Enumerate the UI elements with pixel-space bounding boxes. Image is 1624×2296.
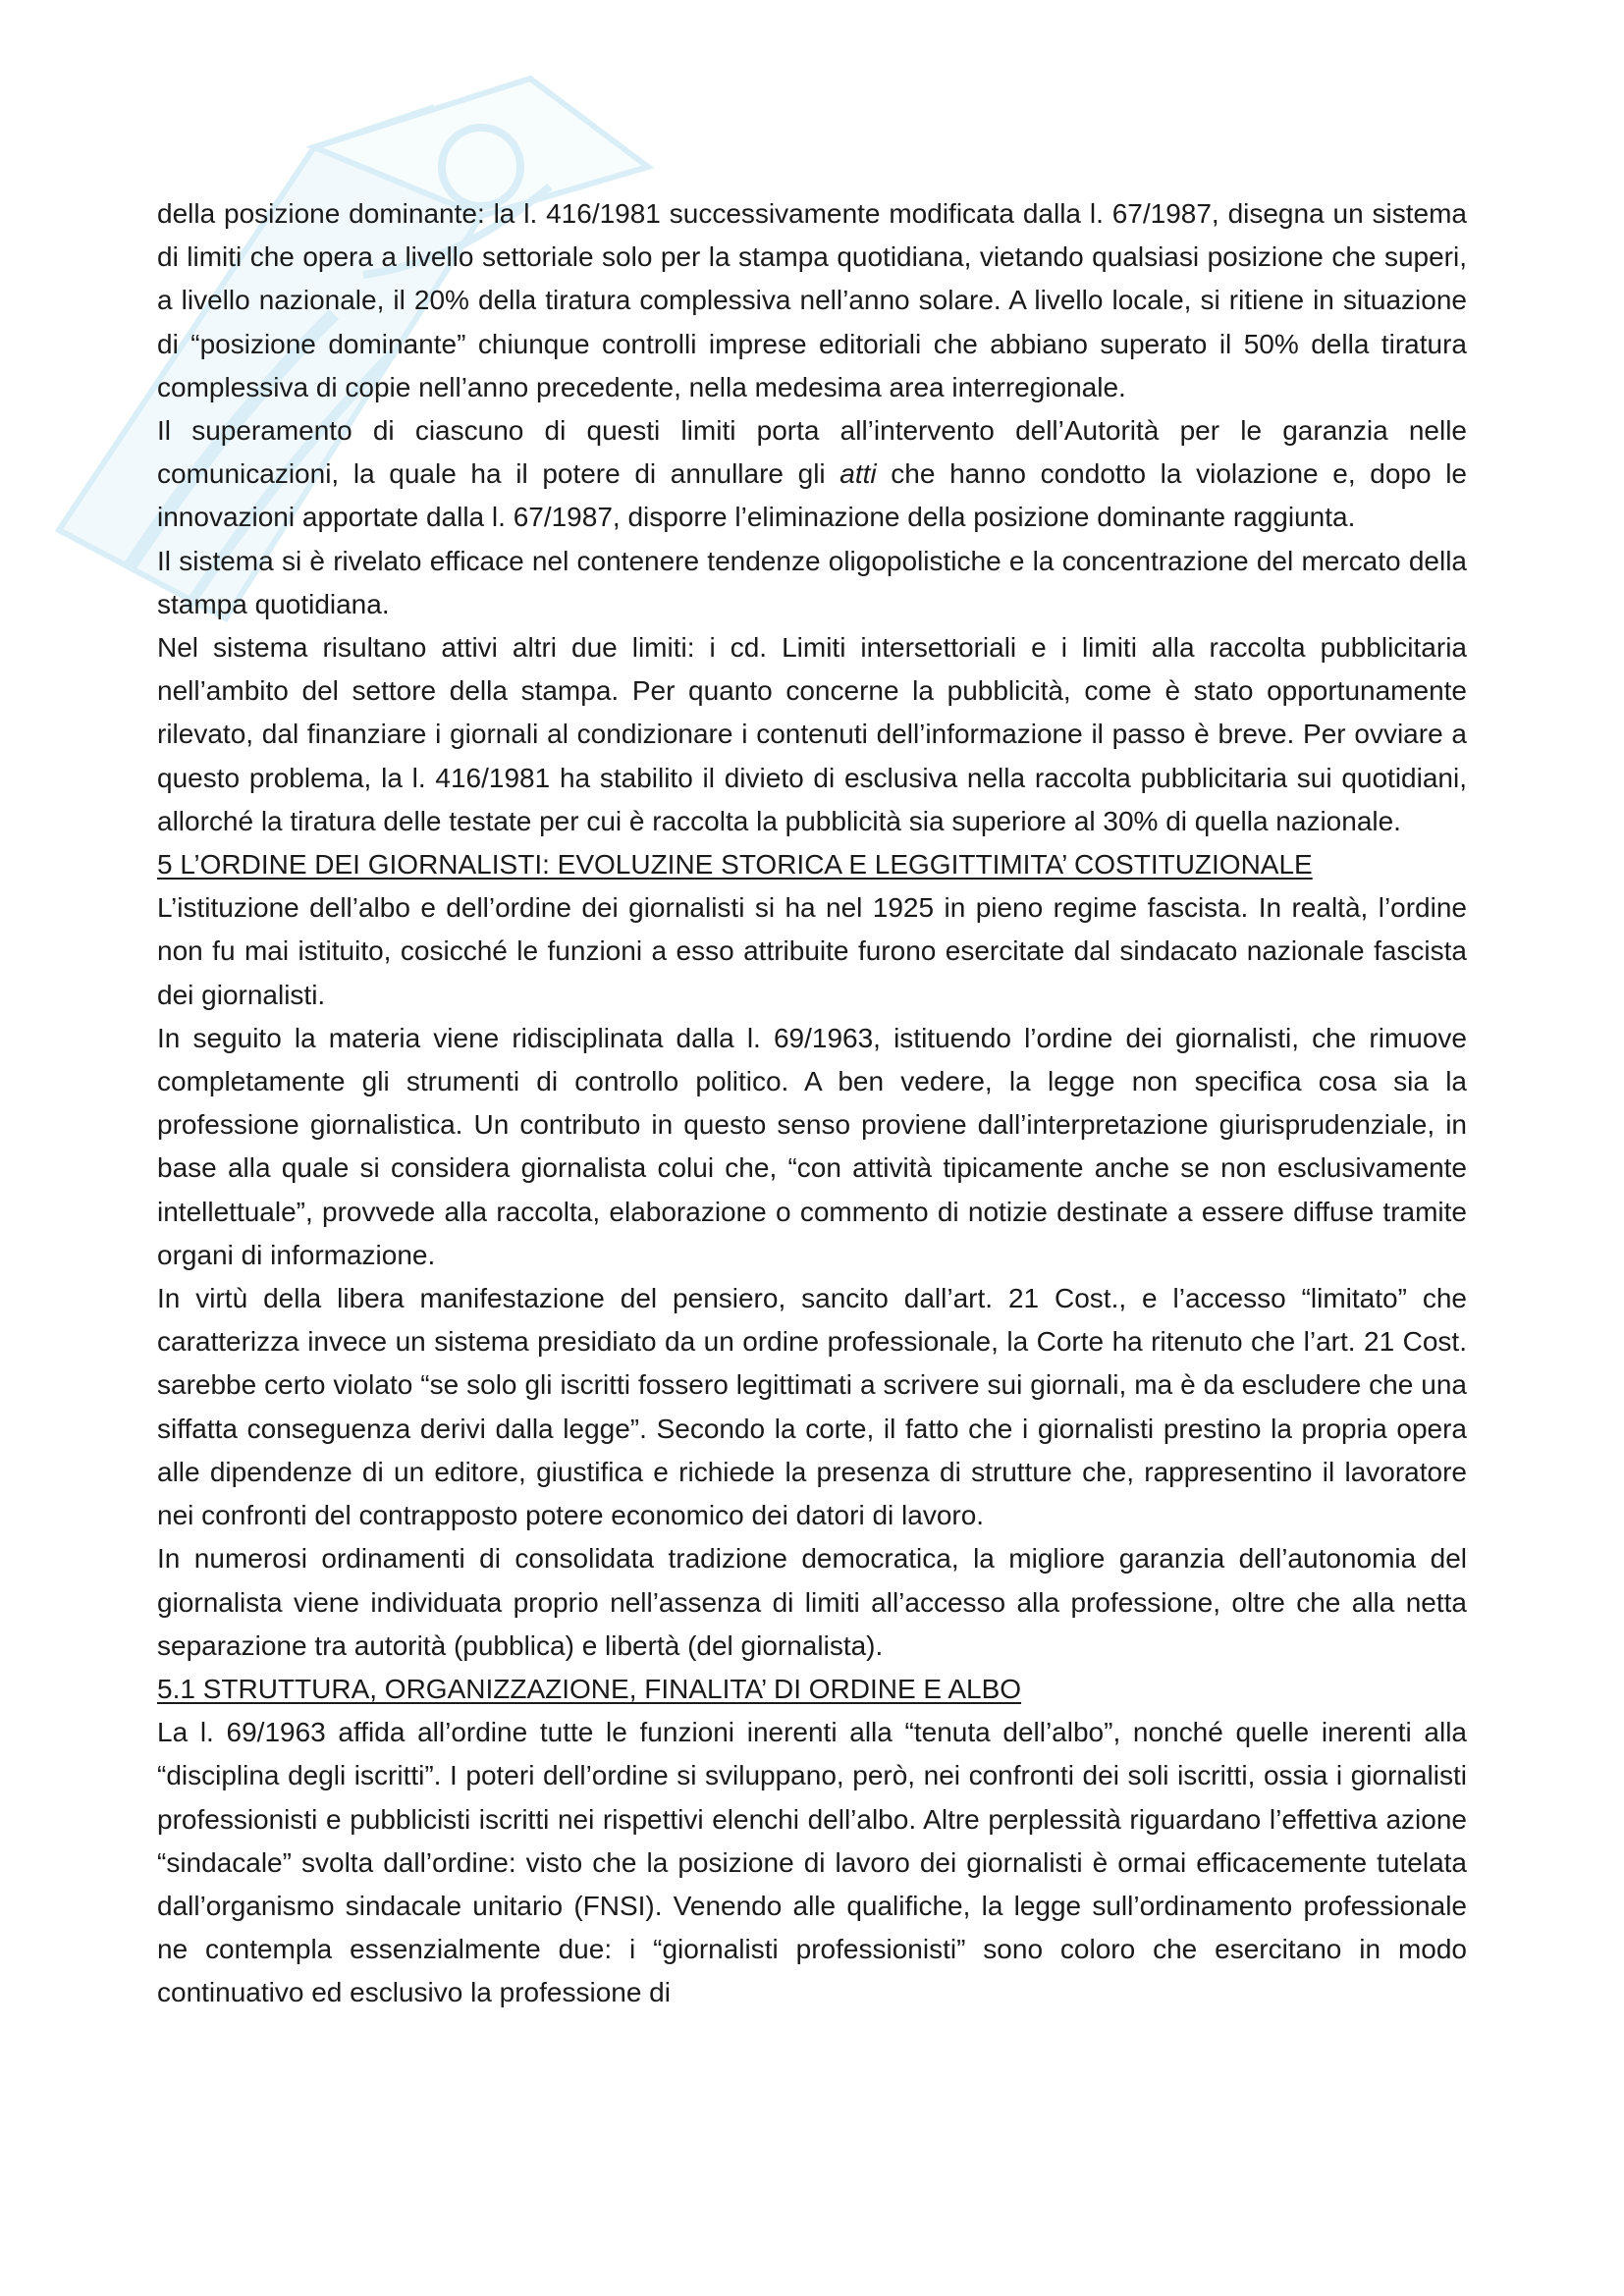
paragraph: La l. 69/1963 affida all’ordine tutte le funzioni inerenti alla “tenuta dell’albo”, nonché quelle inerenti alla “disciplina degli iscritti”. I poteri dell’ordine si sviluppano, però, nei confronti dei soli iscritti, ossia i giornalisti professionisti e pubblicisti iscritti nei rispettivi elenchi dell’albo. Altre perplessità riguardano l’effettiva azione “sindacale” svolta dall’ordine: visto che la posizione di lavoro dei giornalisti è ormai efficacemente tutelata dall’organismo sindacale unitario (FNSI). Venendo alle qualifiche, la legge sull’ordinamento professionale ne contempla essenzialmente due: i “giornalisti professionisti” sono coloro che esercitano in modo continuativo ed esclusivo la professione di xyxy=(157,1717,1467,2008)
section-heading: 5.1 STRUTTURA, ORGANIZZAZIONE, FINALITA’ DI ORDINE E ALBO xyxy=(157,1673,1022,1704)
paragraph: Il sistema si è rivelato efficace nel contenere tendenze oligopolistiche e la concentrazione del mercato della stampa quotidiana. xyxy=(157,545,1467,619)
paragraph: della posizione dominante: la l. 416/1981 successivamente modificata dalla l. 67/1987, disegna un sistema di limiti che opera a livello settoriale solo per la stampa quotidiana, vietando qualsiasi posizione che superi, a livello nazionale, il 20% della tiratura complessiva nell’anno solare. A livello locale, si ritiene in situazione di “posizione dominante” chiunque controlli imprese editoriali che abbiano superato il 50% della tiratura complessiva di copie nell’anno precedente, nella medesima area interregionale. xyxy=(157,198,1467,402)
paragraph: In virtù della libera manifestazione del pensiero, sancito dall’art. 21 Cost., e l’accesso “limitato” che caratterizza invece un sistema presidiato da un ordine professionale, la Corte ha ritenuto che l’art. 21 Cost. sarebbe certo violato “se solo gli iscritti fossero legittimati a scrivere sui giornali, ma è da escludere che una siffatta conseguenza derivi dalla legge”. Secondo la corte, il fatto che i giornalisti prestino la propria opera alle dipendenze di un editore, giustifica e richiede la presenza di strutture che, rappresentino il lavoratore nei confronti del contrapposto potere economico dei datori di lavoro. xyxy=(157,1283,1467,1531)
italic-term: atti xyxy=(839,458,877,490)
paragraph-text: che hanno condotto la violazione e, dopo le innovazioni apportate dalla l. 67/1987, disporre l’eliminazione della posizione dominante raggiunta. xyxy=(157,458,1467,533)
paragraph xyxy=(157,409,1467,540)
section-heading: 5 L’ORDINE DEI GIORNALISTI: EVOLUZINE STORICA E LEGGITTIMITA’ COSTITUZIONALE xyxy=(157,849,1313,881)
paragraph: Nel sistema risultano attivi altri due limiti: i cd. Limiti intersettoriali e i limiti alla raccolta pubblicitaria nell’ambito del settore della stampa. Per quanto concerne la pubblicità, come è stato opportunamente rilevato, dal finanziare i giornali al condizionare i contenuti dell’informazione il passo è breve. Per ovviare a questo problema, la l. 416/1981 ha stabilito il divieto di esclusiva nella raccolta pubblicitaria sui quotidiani, allorché la tiratura delle testate per cui è raccolta la pubblicità sia superiore al 30% di quella nazionale. xyxy=(157,632,1467,836)
paragraph: L’istituzione dell’albo e dell’ordine dei giornalisti si ha nel 1925 in pieno regime fascista. In realtà, l’ordine non fu mai istituito, cosicché le funzioni a esso attribuite furono esercitate dal sindacato nazionale fascista dei giornalisti. xyxy=(157,892,1467,1010)
paragraph: In seguito la materia viene ridisciplinata dalla l. 69/1963, istituendo l’ordine dei giornalisti, che rimuove completamente gli strumenti di controllo politico. A ben vedere, la legge non specifica cosa sia la professione giornalistica. Un contributo in questo senso proviene dall’interpretazione giurisprudenziale, in base alla quale si considera giornalista colui che, “con attività tipicamente anche se non esclusivamente intellettuale”, provvede alla raccolta, elaborazione o commento di notizie destinate a essere diffuse tramite organi di informazione. xyxy=(157,1022,1467,1270)
document-body xyxy=(157,192,1467,2015)
paragraph-text: Il superamento di ciascuno di questi limiti porta all’intervento dell’Autorità per le garanzia nelle comunicazioni, la quale ha il potere di annullare gli xyxy=(157,415,1467,490)
paragraph: In numerosi ordinamenti di consolidata tradizione democratica, la migliore garanzia dell’autonomia del giornalista viene individuata proprio nell’assenza di limiti all’accesso alla professione, oltre che alla netta separazione tra autorità (pubblica) e libertà (del giornalista). xyxy=(157,1543,1467,1661)
